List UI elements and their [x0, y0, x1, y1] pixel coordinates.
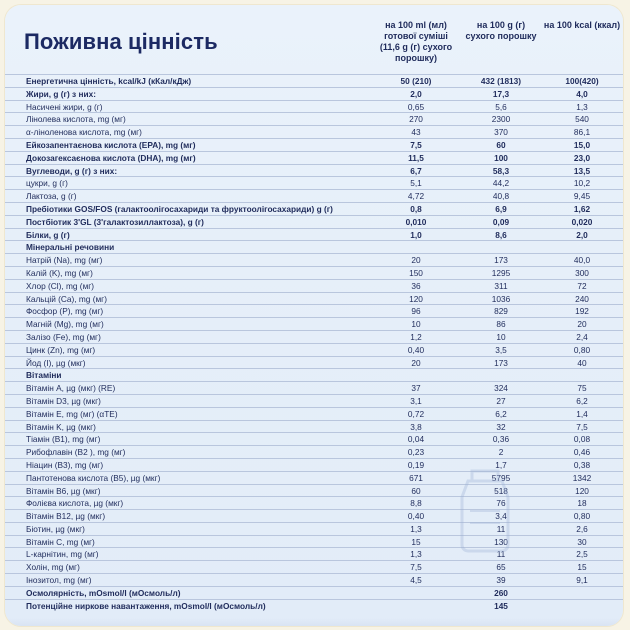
row-label: Постбіотик 3'GL (3'галактозиллактоза), g (г): [26, 216, 204, 227]
value-per-100kcal: 2,6: [576, 523, 588, 534]
value-per-100kcal: 15,0: [573, 139, 591, 150]
table-row: [5, 599, 623, 612]
table-row: [5, 458, 623, 471]
table-row: [5, 394, 623, 407]
value-per-100kcal: 300: [575, 267, 589, 278]
row-label: Вітамін E, mg (мг) (αTE): [26, 408, 118, 419]
value-per-100kcal: 192: [575, 306, 589, 317]
table-row: [5, 215, 623, 228]
table-row: [5, 445, 623, 458]
value-per-100ml: 0,19: [407, 459, 425, 470]
row-label: Пребіотики GOS/FOS (галактоолігосахариди та фруктоолігосахариди) g (г): [26, 203, 333, 214]
value-per-100kcal: 23,0: [573, 152, 591, 163]
row-label: Вітамін A, µg (мкг) (RE): [26, 383, 116, 394]
value-per-100ml: 1,3: [410, 523, 422, 534]
bottle-watermark-icon: [450, 467, 520, 553]
table-row: [5, 317, 623, 330]
table-row: [5, 189, 623, 202]
page-title: Поживна цінність: [24, 29, 218, 54]
value-per-100g: 173: [494, 357, 508, 368]
value-per-100g: 40,8: [492, 191, 510, 202]
row-label: Цинк (Zn), mg (мг): [26, 344, 96, 355]
value-per-100g: 100: [494, 152, 508, 163]
value-per-100g: 11: [496, 523, 506, 534]
row-label: Потенційне ниркове навантаження, mOsmol/l (мОсмоль/л): [26, 600, 266, 611]
value-per-100ml: 120: [409, 293, 423, 304]
value-per-100kcal: 72: [577, 280, 587, 291]
value-per-100kcal: 1342: [572, 472, 592, 483]
nutrition-panel: [5, 5, 623, 626]
value-per-100g: 8,6: [495, 229, 507, 240]
row-label: Насичені жири, g (г): [26, 101, 103, 112]
row-label: Біотин, µg (мкг): [26, 523, 85, 534]
row-label: Йод (I), µg (мкг): [26, 357, 86, 368]
value-per-100kcal: 4,0: [576, 88, 588, 99]
table-row: [5, 279, 623, 292]
value-per-100g: 44,2: [492, 178, 510, 189]
value-per-100ml: 0,8: [410, 203, 422, 214]
row-label: Магній (Mg), mg (мг): [26, 319, 104, 330]
row-label: Інозитол, mg (мг): [26, 575, 92, 586]
row-label: Вуглеводи, g (г) з них:: [26, 165, 118, 176]
value-per-100g: 60: [496, 139, 506, 150]
value-per-100g: 2: [498, 447, 504, 458]
value-per-100g: 3,5: [495, 344, 507, 355]
value-per-100kcal: 18: [577, 498, 587, 509]
row-label: Пантотенова кислота (B5), µg (мкг): [26, 472, 161, 483]
table-row: [5, 176, 623, 189]
table-row: [5, 573, 623, 586]
value-per-100kcal: 40: [577, 357, 587, 368]
row-label: Вітамін B12, µg (мкг): [26, 511, 106, 522]
row-label: Кальцій (Ca), mg (мг): [26, 293, 107, 304]
value-per-100kcal: 0,80: [573, 511, 591, 522]
value-per-100g: 3,4: [495, 511, 507, 522]
value-per-100g: 324: [494, 383, 508, 394]
value-per-100kcal: 86,1: [573, 127, 591, 138]
value-per-100g: 17,3: [492, 88, 510, 99]
value-per-100g: 2300: [491, 114, 511, 125]
table-row: [5, 240, 623, 253]
value-per-100ml: 150: [409, 267, 423, 278]
value-per-100ml: 20: [411, 357, 421, 368]
table-row: [5, 420, 623, 433]
value-per-100kcal: 0,020: [571, 216, 593, 227]
row-label: Вітамін K, µg (мкг): [26, 421, 96, 432]
table-row: [5, 112, 623, 125]
value-per-100g: 5795: [491, 472, 511, 483]
value-per-100kcal: 75: [577, 383, 587, 394]
value-per-100g: 432 (1813): [480, 76, 522, 86]
table-row: [5, 586, 623, 599]
row-label: Вітаміни: [26, 370, 62, 381]
row-label: Докозагексаєнова кислота (DHA), mg (мг): [26, 152, 196, 163]
row-label: Білки, g (г): [26, 229, 70, 240]
value-per-100ml: 0,40: [407, 344, 425, 355]
value-per-100g: 32: [496, 421, 506, 432]
table-row: [5, 560, 623, 573]
table-row: [5, 253, 623, 266]
value-per-100ml: 0,04: [407, 434, 425, 445]
table-row: [5, 547, 623, 560]
value-per-100g: 6,9: [495, 203, 507, 214]
value-per-100kcal: 540: [575, 114, 589, 125]
value-per-100g: 11: [496, 549, 506, 560]
value-per-100ml: 0,40: [407, 511, 425, 522]
row-label: Енергетична цінність, kcal/kJ (кКал/кДж): [26, 76, 192, 86]
value-per-100kcal: 10,2: [573, 178, 591, 189]
value-per-100ml: 1,2: [410, 331, 422, 342]
value-per-100kcal: 0,80: [573, 344, 591, 355]
row-label: Фосфор (P), mg (мг): [26, 306, 104, 317]
value-per-100ml: 15: [411, 536, 421, 547]
value-per-100g: 58,3: [492, 165, 510, 176]
value-per-100kcal: 2,4: [576, 331, 588, 342]
value-per-100kcal: 1,3: [576, 101, 588, 112]
value-per-100ml: 2,0: [410, 88, 422, 99]
value-per-100kcal: 20: [577, 319, 587, 330]
row-label: α-ліноленова кислота, mg (мг): [26, 127, 142, 138]
value-per-100ml: 0,010: [405, 216, 427, 227]
column-header-per-100g: на 100 g (г) сухого порошку: [465, 20, 537, 41]
value-per-100ml: 0,72: [407, 408, 425, 419]
value-per-100g: 518: [494, 485, 508, 496]
table-row: [5, 535, 623, 548]
value-per-100ml: 671: [409, 472, 423, 483]
value-per-100kcal: 2,5: [576, 549, 588, 560]
table-row: [5, 381, 623, 394]
value-per-100ml: 11,5: [408, 152, 424, 163]
table-row: [5, 228, 623, 241]
row-label: цукри, g (г): [26, 178, 68, 189]
value-per-100ml: 0,65: [407, 101, 425, 112]
value-per-100g: 27: [496, 395, 506, 406]
column-header-per-100kcal: на 100 kcal (ккал): [543, 20, 621, 30]
value-per-100kcal: 13,5: [573, 165, 591, 176]
table-row: [5, 407, 623, 420]
value-per-100ml: 1,0: [410, 229, 422, 240]
value-per-100kcal: 0,38: [573, 459, 591, 470]
table-row: [5, 292, 623, 305]
table-row: [5, 100, 623, 113]
value-per-100g: 39: [496, 575, 506, 586]
value-per-100kcal: 6,2: [576, 395, 588, 406]
value-per-100ml: 4,5: [410, 575, 422, 586]
table-row: [5, 87, 623, 100]
value-per-100ml: 36: [411, 280, 421, 291]
value-per-100ml: 3,1: [410, 395, 422, 406]
row-label: Вітамін D3, µg (мкг): [26, 395, 101, 406]
value-per-100kcal: 9,1: [576, 575, 588, 586]
value-per-100g: 65: [496, 562, 506, 573]
table-row: [5, 368, 623, 381]
value-per-100kcal: 0,08: [573, 434, 591, 445]
table-row: [5, 138, 623, 151]
row-label: Лінолева кислота, mg (мг): [26, 114, 126, 125]
value-per-100ml: 43: [411, 127, 421, 138]
value-per-100ml: 5,1: [410, 178, 422, 189]
value-per-100g: 145: [494, 600, 508, 611]
value-per-100kcal: 0,46: [573, 447, 591, 458]
value-per-100g: 1,7: [495, 459, 507, 470]
value-per-100g: 10: [496, 331, 506, 342]
value-per-100ml: 1,3: [410, 549, 422, 560]
value-per-100g: 0,09: [492, 216, 510, 227]
table-row: [5, 343, 623, 356]
value-per-100ml: 37: [411, 383, 421, 394]
value-per-100g: 1295: [491, 267, 511, 278]
value-per-100g: 86: [496, 319, 506, 330]
table-row: [5, 304, 623, 317]
value-per-100ml: 96: [411, 306, 421, 317]
table-row: [5, 509, 623, 522]
value-per-100g: 6,2: [495, 408, 507, 419]
value-per-100g: 829: [494, 306, 508, 317]
row-label: Ніацин (B3), mg (мг): [26, 459, 104, 470]
row-label: Тіамін (B1), mg (мг): [26, 434, 101, 445]
value-per-100kcal: 2,0: [576, 229, 588, 240]
row-label: Хлор (Cl), mg (мг): [26, 280, 95, 291]
value-per-100g: 130: [494, 536, 508, 547]
value-per-100ml: 3,8: [410, 421, 422, 432]
value-per-100ml: 8,8: [410, 498, 422, 509]
row-label: Вітамін C, mg (мг): [26, 536, 95, 547]
value-per-100kcal: 7,5: [576, 421, 588, 432]
table-row: [5, 125, 623, 138]
row-label: Мінеральні речовини: [26, 242, 115, 253]
row-label: Залізо (Fe), mg (мг): [26, 331, 101, 342]
value-per-100ml: 60: [411, 485, 421, 496]
value-per-100kcal: 1,62: [573, 203, 591, 214]
table-row: [5, 164, 623, 177]
row-label: Вітамін B6, µg (мкг): [26, 485, 101, 496]
column-header-per-100ml: на 100 ml (мл) готової суміші (11,6 g (г) сухого порошку): [379, 20, 453, 63]
value-per-100ml: 10: [411, 319, 421, 330]
value-per-100ml: 7,5: [410, 139, 422, 150]
table-row: [5, 432, 623, 445]
value-per-100ml: 4,72: [407, 191, 425, 202]
value-per-100ml: 7,5: [410, 562, 422, 573]
row-label: Осмолярність, mOsmol/l (мОсмоль/л): [26, 587, 181, 598]
table-row: [5, 202, 623, 215]
table-row: [5, 330, 623, 343]
table-row: [5, 471, 623, 484]
table-row: [5, 266, 623, 279]
value-per-100kcal: 40,0: [573, 255, 591, 266]
value-per-100kcal: 100(420): [565, 76, 599, 86]
table-row: [5, 356, 623, 369]
value-per-100kcal: 30: [577, 536, 587, 547]
row-label: Натрій (Na), mg (мг): [26, 255, 103, 266]
table-row: [5, 151, 623, 164]
value-per-100kcal: 15: [577, 562, 587, 573]
table-row: [5, 484, 623, 497]
value-per-100ml: 0,23: [407, 447, 425, 458]
value-per-100kcal: 240: [575, 293, 589, 304]
value-per-100g: 1036: [491, 293, 511, 304]
table-row: [5, 496, 623, 509]
value-per-100ml: 20: [411, 255, 421, 266]
row-label: Ейкозапентаєнова кислота (EPA), mg (мг): [26, 139, 196, 150]
row-label: L-карнітин, mg (мг): [26, 549, 99, 560]
value-per-100kcal: 9,45: [573, 191, 591, 202]
value-per-100g: 76: [496, 498, 506, 509]
value-per-100ml: 270: [409, 114, 423, 125]
value-per-100kcal: 1,4: [576, 408, 588, 419]
row-label: Фолієва кислота, µg (мкг): [26, 498, 124, 509]
value-per-100g: 0,36: [492, 434, 510, 445]
row-label: Рибофлавін (B2 ), mg (мг): [26, 447, 126, 458]
row-label: Лактоза, g (г): [26, 191, 77, 202]
row-label: Калій (K), mg (мг): [26, 267, 93, 278]
value-per-100kcal: 120: [575, 485, 589, 496]
value-per-100ml: 50 (210): [400, 76, 432, 86]
row-label: Холін, mg (мг): [26, 562, 80, 573]
value-per-100ml: 6,7: [410, 165, 422, 176]
row-label: Жири, g (г) з них:: [26, 88, 96, 99]
value-per-100g: 311: [494, 280, 508, 291]
table-row: [5, 522, 623, 535]
value-per-100g: 260: [494, 587, 508, 598]
value-per-100g: 5,6: [495, 101, 507, 112]
table-row: [5, 74, 623, 87]
nutrition-table: [5, 74, 623, 611]
value-per-100g: 370: [494, 127, 508, 138]
value-per-100g: 173: [494, 255, 508, 266]
